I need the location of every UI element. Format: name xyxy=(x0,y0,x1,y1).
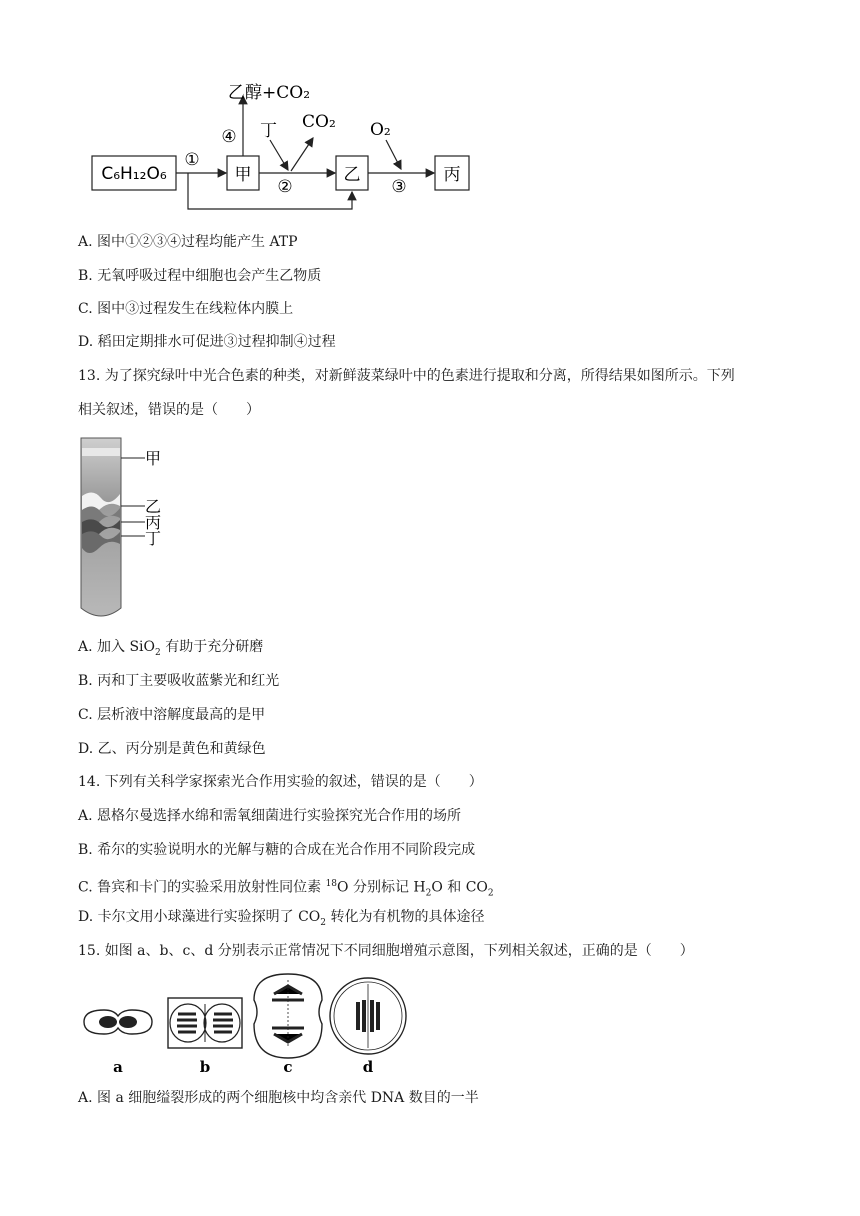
q12-option-b: B. 无氧呼吸过程中细胞也会产生乙物质 xyxy=(78,268,322,284)
q14-option-b: B. 希尔的实验说明水的光解与糖的合成在光合作用不同阶段完成 xyxy=(78,842,476,858)
q14-option-d: D. 卡尔文用小球藻进行实验探明了 $CO_2$ 转化为有机物的具体途径 xyxy=(78,909,485,928)
cell-label-b: b xyxy=(199,1058,211,1076)
q13-option-c: C. 层析液中溶解度最高的是甲 xyxy=(78,707,266,723)
cell-d xyxy=(330,978,406,1054)
cell-a xyxy=(84,1010,152,1034)
co2-output-label: CO₂ xyxy=(302,112,336,132)
band-label-bing: 丙 xyxy=(145,513,162,532)
band-label-yi: 乙 xyxy=(145,497,162,516)
q14-stem: 14. 下列有关科学家探索光合作用实验的叙述，错误的是（ ） xyxy=(78,774,483,790)
q14-option-a: A. 恩格尔曼选择水绵和需氧细菌进行实验探究光合作用的场所 xyxy=(78,808,462,824)
q13-option-b: B. 丙和丁主要吸收蓝紫光和红光 xyxy=(78,673,280,689)
q12-option-d: D. 稻田定期排水可促进③过程抑制④过程 xyxy=(78,334,336,350)
q15-stem: 15. 如图 a、b、c、d 分别表示正常情况下不同细胞增殖示意图，下列相关叙述，正确的是（ ） xyxy=(78,943,694,959)
ethanol-co2-label: 乙醇+CO₂ xyxy=(228,83,311,103)
step-3-label: ③ xyxy=(391,177,407,197)
glucose-label: C₆H₁₂O₆ xyxy=(101,164,167,184)
step-2-label: ② xyxy=(277,177,293,197)
cell-label-c: c xyxy=(283,1058,293,1076)
q13-option-d: D. 乙、丙分别是黄色和黄绿色 xyxy=(78,741,266,757)
node-bing-label: 丙 xyxy=(443,165,461,185)
q12-option-a: A. 图中①②③④过程均能产生 ATP xyxy=(78,234,298,250)
band-label-ding: 丁 xyxy=(145,529,162,548)
cell-division-figure xyxy=(78,970,418,1080)
cell-c xyxy=(254,974,322,1058)
q13-stem-line1: 13. 为了探究绿叶中光合色素的种类，对新鲜菠菜绿叶中的色素进行提取和分离，所得结果如图所示。下列 xyxy=(78,368,735,384)
q14-option-c: C. 鲁宾和卡门的实验采用放射性同位素 $^{18}$O 分别标记 $H_2O$ 和 $CO_2$ xyxy=(78,879,494,899)
q13-option-a: A. 加入 SiO$_2$ 有助于充分研磨 xyxy=(78,639,264,658)
cell-label-a: a xyxy=(113,1058,123,1076)
input-ding-label: 丁 xyxy=(260,121,277,141)
cell-b xyxy=(168,998,242,1048)
step-4-label: ④ xyxy=(221,127,237,147)
q13-stem-line2: 相关叙述，错误的是（ ） xyxy=(78,402,260,418)
cell-label-d: d xyxy=(362,1058,374,1076)
node-jia-label: 甲 xyxy=(234,165,252,185)
o2-input-label: O₂ xyxy=(370,120,391,140)
band-label-jia: 甲 xyxy=(145,449,162,468)
q12-option-c: C. 图中③过程发生在线粒体内膜上 xyxy=(78,301,294,317)
chromatography-strip-figure xyxy=(79,436,189,624)
q15-option-a: A. 图 a 细胞缢裂形成的两个细胞核中均含亲代 DNA 数目的一半 xyxy=(78,1090,479,1106)
respiration-pathway-diagram xyxy=(88,72,488,217)
step-1-label: ① xyxy=(184,150,200,170)
node-yi-label: 乙 xyxy=(343,165,361,185)
